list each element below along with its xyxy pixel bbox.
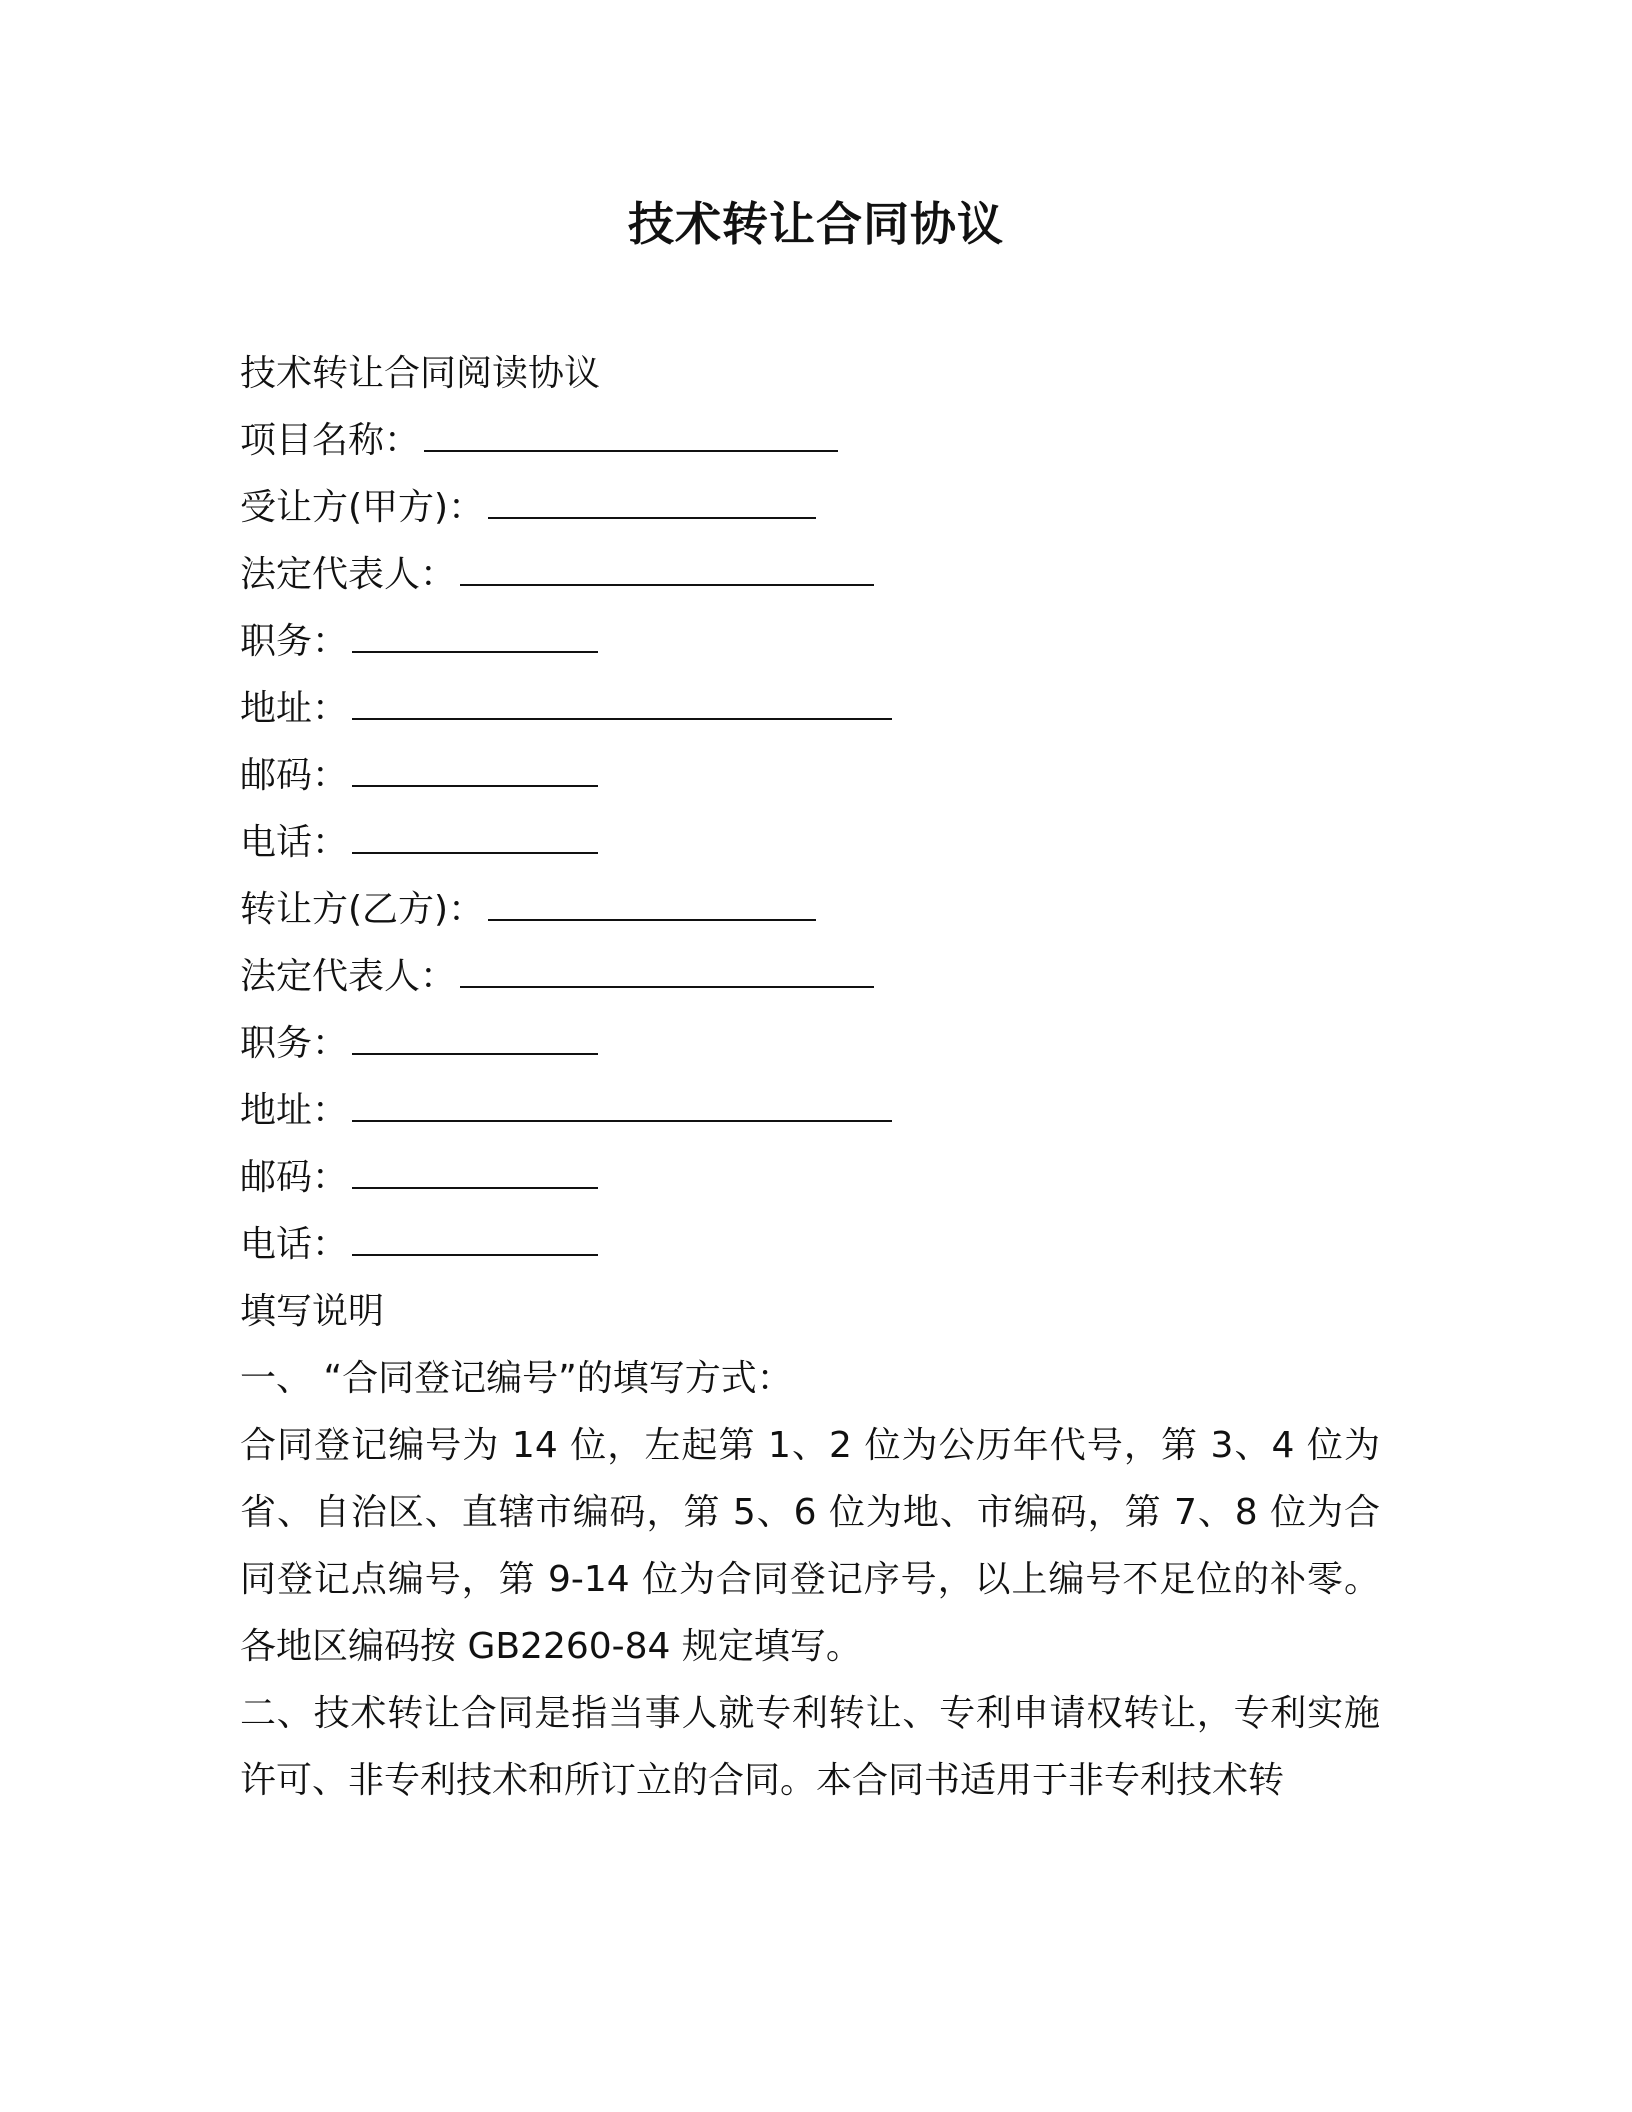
document-title: 技术转让合同协议 [628,197,1004,251]
fill-in-blank [352,680,892,720]
field-label: 法定代表人： [240,956,457,997]
fill-in-blank [352,1216,598,1256]
field-label: 职务： [240,1023,349,1064]
field-label: 地址： [240,688,349,729]
field-label: 邮码： [240,1157,349,1198]
field-party-a-phone [240,809,1380,876]
field-label: 转让方(乙方)： [240,889,485,930]
field-party-b [240,876,1380,943]
field-party-b-address [240,1077,1380,1144]
section-1-heading: 一、 “合同登记编号”的填写方式： [240,1358,793,1399]
field-label: 项目名称： [240,420,421,461]
field-party-a-address [240,675,1380,742]
section-2-body: 二、技术转让合同是指当事人就专利转让、专利申请权转让，专利实施许可、非专利技术和所订立的合同。本合同书适用于非专利技术转 [240,1693,1380,1801]
fill-in-blank [352,1082,892,1122]
fill-in-blank [488,881,816,921]
document-subtitle: 技术转让合同阅读协议 [240,353,601,394]
field-party-b-legal-rep [240,943,1380,1010]
fill-in-blank [488,479,816,519]
field-label: 电话： [240,822,349,863]
fill-in-blank [352,814,598,854]
field-label: 地址： [240,1090,349,1131]
field-party-a-legal-rep [240,541,1380,608]
section-1-body: 合同登记编号为 14 位，左起第 1、2 位为公历年代号，第 3、4 位为省、自治区、直辖市编码，第 5、6 位为地、市编码，第 7、8 位为合同登记点编号，第 9-14 位为合同登记序号，以上编号不足位的补零。各地区编码按 GB2260-84 规定填写。 [240,1425,1380,1667]
document-body [240,340,1380,1814]
field-party-b-position [240,1010,1380,1077]
fill-in-blank [352,747,598,787]
field-label: 邮码： [240,755,349,796]
field-party-b-postcode [240,1144,1380,1211]
field-label: 受让方(甲方)： [240,487,485,528]
fill-in-blank [460,948,874,988]
field-party-a-postcode [240,742,1380,809]
fill-in-blank [460,546,874,586]
fill-in-blank [352,613,598,653]
instructions-heading: 填写说明 [240,1291,385,1332]
field-label: 法定代表人： [240,554,457,595]
field-party-a [240,474,1380,541]
field-project-name [240,407,1380,474]
fill-in-blank [424,412,838,452]
field-label: 职务： [240,621,349,662]
field-party-a-position [240,608,1380,675]
fill-in-blank [352,1015,598,1055]
field-label: 电话： [240,1224,349,1265]
fill-in-blank [352,1149,598,1189]
field-party-b-phone [240,1211,1380,1278]
